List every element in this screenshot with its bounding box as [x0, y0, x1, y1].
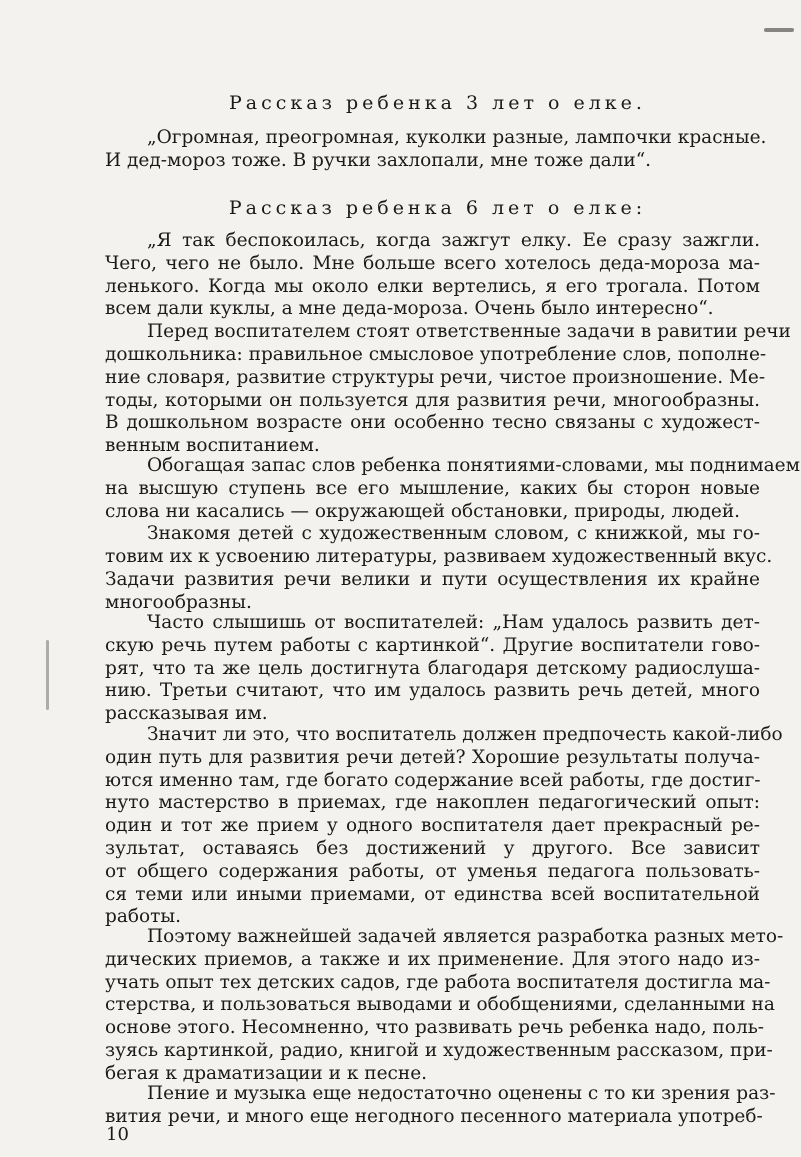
paragraph [105, 230, 791, 458]
paragraph [105, 127, 767, 173]
text-line: дошкольника: правильное смысловое употребление слов, пополне- [105, 343, 767, 365]
paragraph [105, 1083, 776, 1129]
text-line: нию. Третьи считают, что им удалось развить речь детей, много [105, 680, 760, 702]
text-line: многообразны. [105, 591, 252, 613]
text-line: стерства, и пользоваться выводами и обобщениями, сделанными на [105, 994, 775, 1016]
scan-mark-left [46, 640, 49, 710]
text-line: Задачи развития речи велики и пути осуществления их крайне [105, 568, 760, 590]
text-line: на высшую ступень все его мышление, каких бы сторон новые [105, 477, 760, 499]
paragraph [105, 926, 784, 1086]
text-line: бегая к драматизации и к песне. [105, 1062, 428, 1084]
text-line: зуясь картинкой, радио, книгой и художественным рассказом, при- [105, 1039, 773, 1061]
text-line: ся теми или иными приемами, от единства всей воспитательной [105, 883, 760, 905]
text-line: Перед воспитателем стоят ответственные задачи в равитии речи [147, 321, 791, 343]
text-line: Чего, чего не было. Мне больше всего хотелось деда-мороза ма- [105, 252, 760, 274]
text-line: тоды, которыми он пользуется для развития речи, многообразны. [105, 389, 760, 411]
text-line: ленького. Когда мы около елки вертелись, я его трогала. Потом [105, 275, 760, 297]
text-line: венным воспитанием. [105, 435, 320, 457]
text-line: И дед-мороз тоже. В ручки захлопали, мне тоже дали“. [105, 149, 652, 171]
text-line: ние словаря, развитие структуры речи, чистое произношение. Ме- [105, 366, 766, 388]
heading-6-years: Рассказ ребенка 6 лет о елке: [228, 197, 647, 219]
scan-mark-top-right [764, 28, 794, 32]
text-line: Часто слышишь от воспитателей: „Нам удалось развить дет- [147, 612, 760, 633]
text-line: от общего содержания работы, от уменья педагога пользовать- [105, 860, 760, 882]
paragraph [105, 724, 783, 929]
text-line: Поэтому важнейшей задачей является разработка разных мето- [147, 926, 784, 947]
paragraph [105, 455, 801, 615]
text-line: скую речь путем работы с картинкой“. Другие воспитатели гово- [105, 634, 760, 656]
text-line: „Огромная, преогромная, куколки разные, лампочки красные. [147, 127, 767, 148]
text-line: всем дали куклы, а мне деда-мороза. Очень было интересно“. [105, 298, 714, 320]
text-line: нуто мастерство в приемах, где накоплен педагогический опыт: [105, 792, 760, 814]
text-line: учать опыт тех детских садов, где работа воспитателя достигла ма- [105, 971, 771, 993]
text-line: работы. [105, 906, 181, 928]
text-line: Значит ли это, что воспитатель должен предпочесть какой-либо [147, 724, 783, 745]
text-line: В дошкольном возрасте они особенно тесно связаны с художест- [105, 412, 760, 434]
text-line: „Я так беспокоилась, когда зажгут елку. Ее сразу зажгли. [147, 230, 760, 251]
text-line: рят, что та же цель достигнута благодаря детскому радиослуша- [105, 657, 760, 679]
text-line: основе этого. Несомненно, что развивать речь ребенка надо, поль- [105, 1017, 765, 1039]
text-line: слова ни касались — окружающей обстановки, природы, людей. [105, 500, 741, 522]
text-line: рассказывая им. [105, 703, 268, 725]
text-line: один путь для развития речи детей? Хорошие результаты получа- [105, 746, 760, 768]
text-line: товим их к усвоению литературы, развиваем художественный вкус. [105, 546, 773, 568]
paragraph [105, 612, 760, 726]
text-line: вития речи, и много еще негодного песенного материала употреб- [105, 1105, 763, 1127]
text-line: ются именно там, где богато содержание всей работы, где достиг- [105, 769, 761, 791]
heading-3-years: Рассказ ребенка 3 лет о елке. [229, 92, 646, 114]
text-line: Пение и музыка еще недостаточно оценены с то ки зрения раз- [147, 1083, 776, 1104]
text-line: Обогащая запас слов ребенка понятиями-словами, мы поднимаем [147, 455, 801, 476]
text-line: дических приемов, а также и их применение. Для этого надо из- [105, 948, 760, 970]
text-line: Знакомя детей с художественным словом, с книжкой, мы го- [147, 523, 760, 545]
page-number: 10 [106, 1124, 129, 1145]
text-line: зультат, оставаясь без достижений у другого. Все зависит [105, 837, 760, 859]
text-line: один и тот же прием у одного воспитателя дает прекрасный ре- [105, 815, 760, 837]
